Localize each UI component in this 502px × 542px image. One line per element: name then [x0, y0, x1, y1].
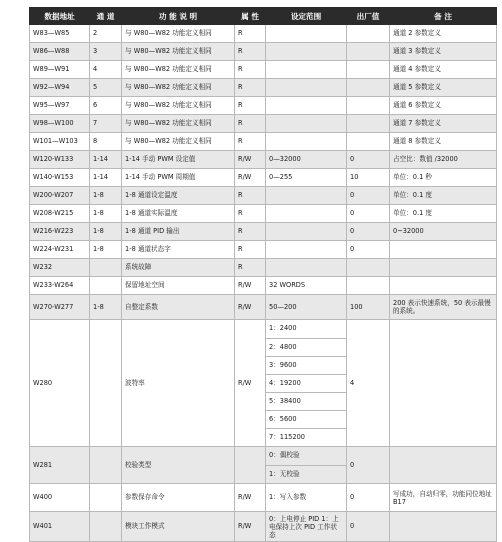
cell-channel: 2 [90, 25, 122, 43]
cell-channel: 1-8 [90, 205, 122, 223]
cell-default [347, 43, 390, 61]
cell-function: 波特率 [122, 320, 235, 447]
cell-range: 32 WORDS [266, 277, 347, 295]
cell-note [390, 512, 497, 542]
cell-note [390, 259, 497, 277]
table-row [30, 512, 497, 542]
cell-attribute: R [235, 241, 266, 259]
register-table-wrapper [29, 7, 496, 542]
cell-channel: 4 [90, 61, 122, 79]
cell-address: W89—W91 [30, 61, 90, 79]
cell-note [390, 320, 497, 447]
cell-channel: 1-8 [90, 241, 122, 259]
cell-default: 0 [347, 205, 390, 223]
cell-note: 单位：0.1 度 [390, 205, 497, 223]
cell-default: 0 [347, 187, 390, 205]
header-range: 设定范围 [266, 8, 347, 25]
cell-function: 参数保存命令 [122, 484, 235, 512]
cell-address: W232 [30, 259, 90, 277]
table-row [30, 115, 497, 133]
cell-function: 校验类型 [122, 447, 235, 484]
table-row [30, 97, 497, 115]
cell-attribute: R/W [235, 295, 266, 320]
cell-address: W86—W88 [30, 43, 90, 61]
register-table [29, 7, 497, 542]
cell-function: 自整定系数 [122, 295, 235, 320]
cell-address: W224-W231 [30, 241, 90, 259]
table-row [30, 295, 497, 320]
cell-channel: 7 [90, 115, 122, 133]
table-row [30, 79, 497, 97]
cell-attribute: R/W [235, 484, 266, 512]
cell-note: 占空比：数值 /32000 [390, 151, 497, 169]
cell-function: 1-8 通道实际温度 [122, 205, 235, 223]
option-item: 0：偶校验 [266, 447, 346, 465]
cell-attribute: R [235, 43, 266, 61]
cell-attribute: R [235, 79, 266, 97]
cell-attribute: R/W [235, 169, 266, 187]
cell-default: 0 [347, 484, 390, 512]
cell-note: 200 表示快速系统，50 表示最慢的系统。 [390, 295, 497, 320]
cell-function: 与 W80—W82 功能定义相同 [122, 43, 235, 61]
cell-channel: 5 [90, 79, 122, 97]
cell-address: W140-W153 [30, 169, 90, 187]
cell-default: 0 [347, 151, 390, 169]
table-row [30, 320, 497, 447]
cell-function: 1-8 通道 PID 输出 [122, 223, 235, 241]
cell-range [266, 79, 347, 97]
cell-channel: 1-14 [90, 151, 122, 169]
cell-default [347, 25, 390, 43]
cell-attribute: R [235, 223, 266, 241]
option-item: 3：9600 [266, 356, 346, 374]
cell-attribute: R/W [235, 277, 266, 295]
cell-address: W270-W277 [30, 295, 90, 320]
cell-note: 通道 6 参数定义 [390, 97, 497, 115]
cell-function: 1-8 通道设定温度 [122, 187, 235, 205]
cell-attribute: R [235, 97, 266, 115]
cell-note: 单位：0.1 度 [390, 187, 497, 205]
cell-note: 通道 4 参数定义 [390, 61, 497, 79]
cell-address: W401 [30, 512, 90, 542]
cell-range [266, 241, 347, 259]
cell-default [347, 97, 390, 115]
cell-attribute: R [235, 133, 266, 151]
cell-channel [90, 320, 122, 447]
cell-default [347, 133, 390, 151]
cell-note [390, 241, 497, 259]
cell-function: 与 W80—W82 功能定义相同 [122, 133, 235, 151]
cell-range [266, 447, 347, 484]
cell-function: 与 W80—W82 功能定义相同 [122, 61, 235, 79]
cell-function: 模块工作模式 [122, 512, 235, 542]
cell-function: 与 W80—W82 功能定义相同 [122, 115, 235, 133]
header-address: 数据地址 [30, 8, 90, 25]
cell-range: 0—32000 [266, 151, 347, 169]
cell-range: 1：写入参数 [266, 484, 347, 512]
cell-function: 1-14 手动 PWM 周期值 [122, 169, 235, 187]
cell-range: 50—200 [266, 295, 347, 320]
table-row [30, 447, 497, 484]
table-row [30, 169, 497, 187]
option-list [266, 447, 346, 483]
header-function: 功 能 说 明 [122, 8, 235, 25]
cell-note [390, 447, 497, 484]
header-default: 出厂值 [347, 8, 390, 25]
table-row [30, 43, 497, 61]
table-row [30, 187, 497, 205]
cell-range: 0：上电停止 PID 1：上电保持上次 PID 工作状态 [266, 512, 347, 542]
table-body [30, 25, 497, 542]
cell-attribute: R [235, 61, 266, 79]
cell-range [266, 115, 347, 133]
cell-note: 通道 5 参数定义 [390, 79, 497, 97]
cell-note: 写成功，自动归零，功能同位地址 B17 [390, 484, 497, 512]
cell-address: W208-W215 [30, 205, 90, 223]
cell-attribute: R [235, 115, 266, 133]
cell-range [266, 133, 347, 151]
cell-range [266, 25, 347, 43]
cell-channel: 3 [90, 43, 122, 61]
cell-range [266, 205, 347, 223]
cell-address: W95—W97 [30, 97, 90, 115]
cell-attribute: R [235, 205, 266, 223]
option-list [266, 320, 346, 446]
table-header-row [30, 8, 497, 25]
cell-channel: 1-8 [90, 187, 122, 205]
option-item: 5：38400 [266, 392, 346, 410]
cell-address: W216-W223 [30, 223, 90, 241]
header-attribute: 属 性 [235, 8, 266, 25]
cell-address: W98—W100 [30, 115, 90, 133]
cell-address: W92—W94 [30, 79, 90, 97]
cell-range [266, 259, 347, 277]
cell-default [347, 259, 390, 277]
option-item: 1：2400 [266, 320, 346, 338]
cell-channel: 1-8 [90, 295, 122, 320]
cell-range [266, 61, 347, 79]
cell-default: 0 [347, 223, 390, 241]
header-note: 备 注 [390, 8, 497, 25]
table-row [30, 223, 497, 241]
cell-function: 1-14 手动 PWM 设定值 [122, 151, 235, 169]
cell-range: 0—255 [266, 169, 347, 187]
cell-note: 通道 3 参数定义 [390, 43, 497, 61]
cell-function: 与 W80—W82 功能定义相同 [122, 25, 235, 43]
cell-channel: 1-14 [90, 169, 122, 187]
cell-function: 系统故障 [122, 259, 235, 277]
cell-address: W101—W103 [30, 133, 90, 151]
cell-address: W400 [30, 484, 90, 512]
cell-range [266, 97, 347, 115]
cell-attribute: R [235, 25, 266, 43]
option-item: 4：19200 [266, 374, 346, 392]
cell-attribute: R/W [235, 512, 266, 542]
cell-default [347, 61, 390, 79]
table-row [30, 25, 497, 43]
option-item: 7：115200 [269, 432, 305, 441]
cell-default: 100 [347, 295, 390, 320]
cell-note: 单位：0.1 秒 [390, 169, 497, 187]
cell-attribute: R/W [235, 320, 266, 447]
cell-address: W233-W264 [30, 277, 90, 295]
cell-function: 与 W80—W82 功能定义相同 [122, 79, 235, 97]
cell-range [266, 43, 347, 61]
cell-channel [90, 484, 122, 512]
cell-address: W83—W85 [30, 25, 90, 43]
cell-attribute: R [235, 187, 266, 205]
cell-function: 与 W80—W82 功能定义相同 [122, 97, 235, 115]
cell-address: W200-W207 [30, 187, 90, 205]
cell-channel [90, 277, 122, 295]
cell-function: 保留地址空间 [122, 277, 235, 295]
table-row [30, 484, 497, 512]
cell-default: 0 [347, 447, 390, 484]
cell-default: 10 [347, 169, 390, 187]
cell-default: 0 [347, 241, 390, 259]
table-row [30, 205, 497, 223]
table-row [30, 61, 497, 79]
cell-note: 通道 8 参数定义 [390, 133, 497, 151]
cell-channel [90, 512, 122, 542]
table-row [30, 277, 497, 295]
cell-address: W280 [30, 320, 90, 447]
cell-range [266, 320, 347, 447]
header-channel: 通 道 [90, 8, 122, 25]
table-row [30, 133, 497, 151]
cell-note: 通道 7 参数定义 [390, 115, 497, 133]
option-item: 6：5600 [266, 410, 346, 428]
cell-note: 通道 2 参数定义 [390, 25, 497, 43]
option-item: 2：4800 [266, 338, 346, 356]
cell-channel: 6 [90, 97, 122, 115]
table-row [30, 259, 497, 277]
cell-attribute: R [235, 259, 266, 277]
cell-range [266, 187, 347, 205]
cell-note [390, 277, 497, 295]
option-item: 1：无校验 [269, 469, 300, 478]
cell-channel: 8 [90, 133, 122, 151]
cell-attribute [235, 447, 266, 484]
cell-note: 0~32000 [390, 223, 497, 241]
cell-function: 1-8 通道状态字 [122, 241, 235, 259]
cell-default: 4 [347, 320, 390, 447]
cell-address: W281 [30, 447, 90, 484]
table-row [30, 151, 497, 169]
cell-default [347, 79, 390, 97]
cell-default: 0 [347, 512, 390, 542]
cell-attribute: R/W [235, 151, 266, 169]
cell-range [266, 223, 347, 241]
cell-address: W120-W133 [30, 151, 90, 169]
cell-default [347, 277, 390, 295]
cell-channel: 1-8 [90, 223, 122, 241]
cell-channel [90, 447, 122, 484]
cell-default [347, 115, 390, 133]
cell-channel [90, 259, 122, 277]
table-row [30, 241, 497, 259]
